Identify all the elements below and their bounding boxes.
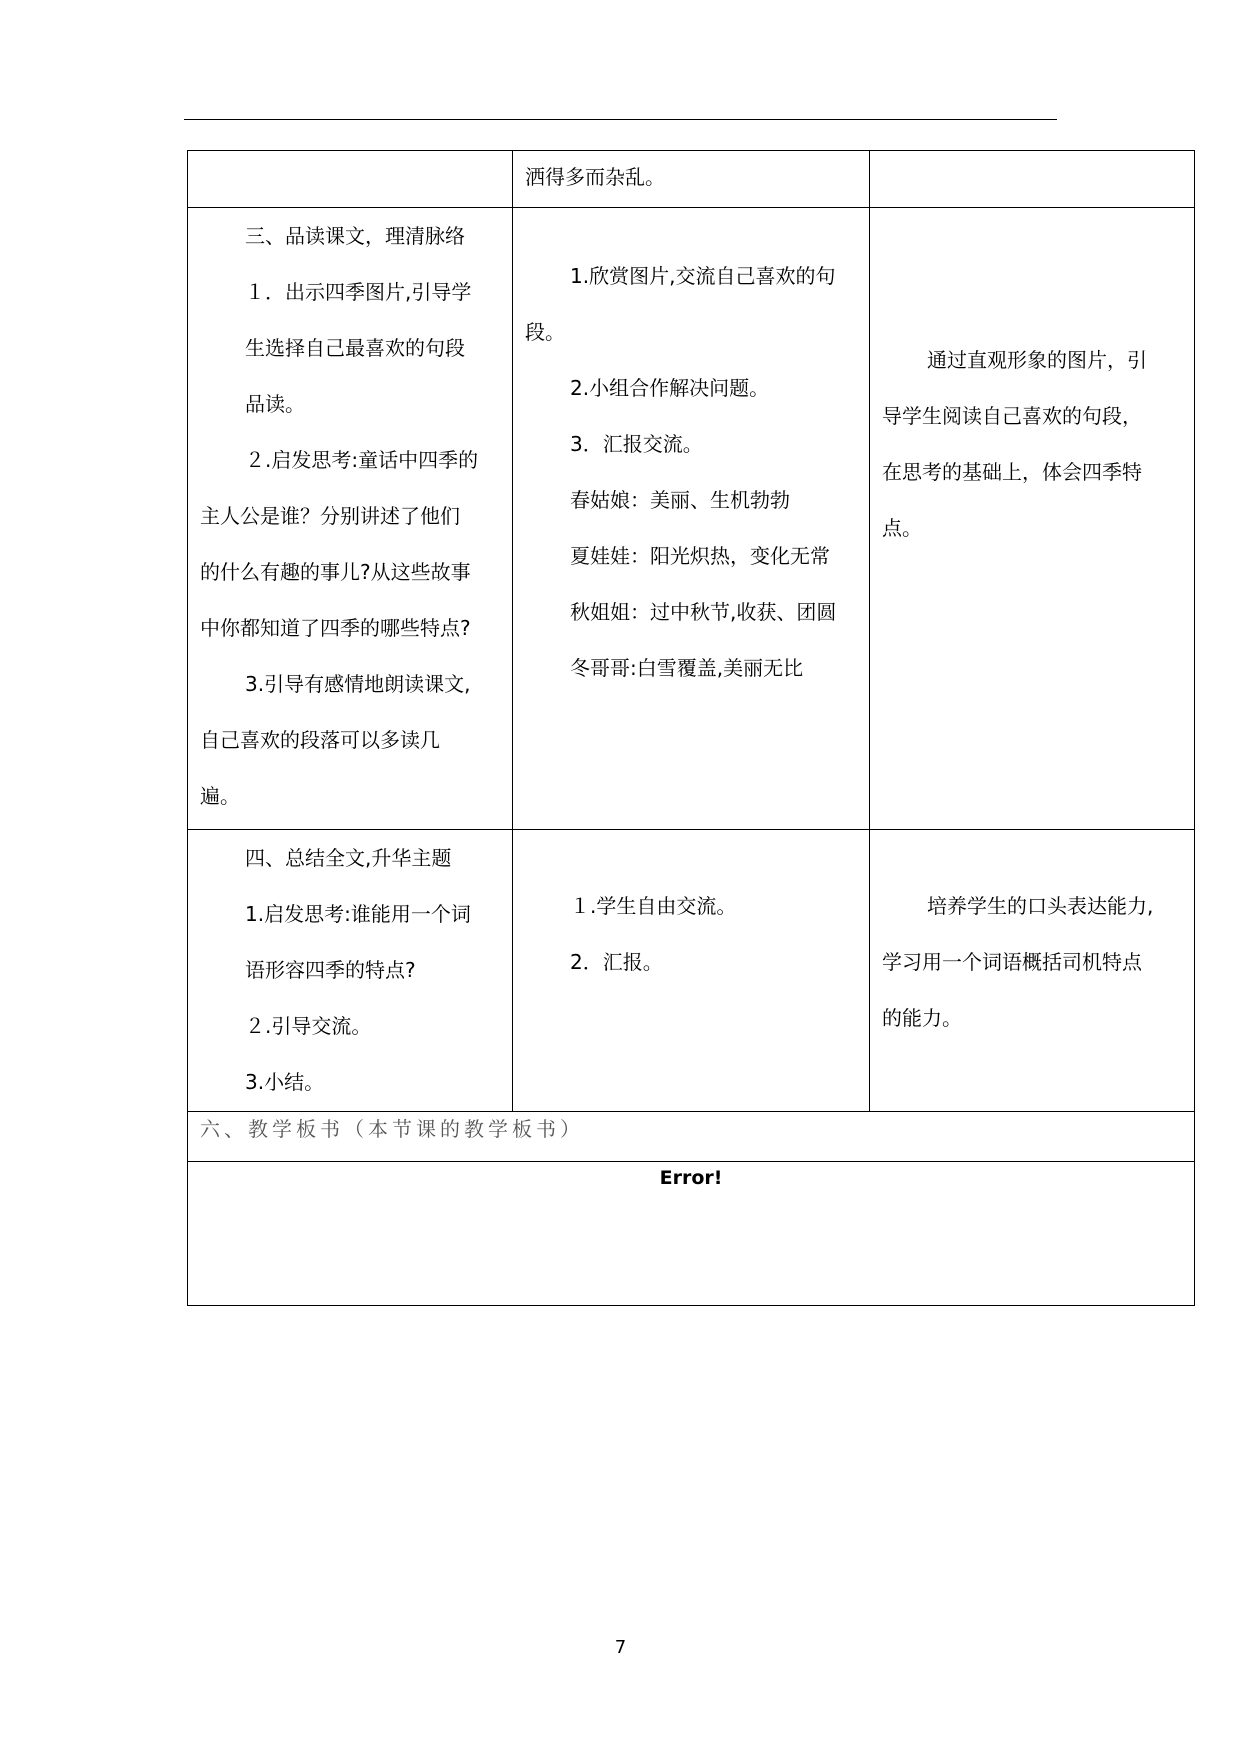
cell-line: １．出示四季图片,引导学 (245, 280, 472, 304)
cell-line: 冬哥哥:白雪覆盖,美丽无比 (570, 656, 804, 680)
cell-line: 3.引导有感情地朗读课文, (245, 672, 471, 696)
cell-line: 语形容四季的特点? (245, 958, 416, 982)
table-cell (513, 151, 870, 207)
cell-line: 通过直观形象的图片，引 (927, 348, 1147, 372)
cell-line: 1.启发思考:谁能用一个词 (245, 902, 471, 926)
table-row (187, 150, 1195, 208)
cell-line: 1.欣赏图片,交流自己喜欢的句 (570, 264, 836, 288)
cell-line: 中你都知道了四季的哪些特点? (200, 616, 471, 640)
cell-line: 点。 (882, 516, 922, 540)
cell-line: 段。 (525, 320, 565, 344)
cell-line: 秋姐姐：过中秋节,收获、团圆 (570, 600, 837, 624)
table-cell (870, 151, 1194, 207)
cell-line: ２.引导交流。 (245, 1014, 372, 1038)
cell-line: 主人公是谁？分别讲述了他们 (200, 504, 460, 528)
cell-line: 的什么有趣的事儿?从这些故事 (200, 560, 471, 584)
page-number: 7 (614, 1637, 627, 1658)
design-intent-cell (870, 830, 1194, 1111)
design-intent-cell (870, 208, 1194, 829)
cell-line: 学习用一个词语概括司机特点 (882, 950, 1142, 974)
table-row (187, 830, 1195, 1112)
board-writing-heading: 六、教学板书（本节课的教学板书） (200, 1117, 584, 1141)
cell-line: 导学生阅读自己喜欢的句段， (882, 404, 1142, 428)
teacher-activity-cell (188, 830, 513, 1111)
cell-line: 春姑娘：美丽、生机勃勃 (570, 488, 790, 512)
header-rule (184, 119, 1057, 120)
cell-line: 3.小结。 (245, 1070, 325, 1094)
cell-line: 自己喜欢的段落可以多读几 (200, 728, 440, 752)
teacher-activity-cell (188, 208, 513, 829)
student-activity-cell (513, 830, 870, 1111)
cell-line: 在思考的基础上，体会四季特 (882, 460, 1142, 484)
error-text: Error! (659, 1167, 723, 1189)
cell-text: 洒得多而杂乱。 (525, 165, 665, 189)
cell-line: 品读。 (245, 392, 305, 416)
cell-line: 2.小组合作解决问题。 (570, 376, 770, 400)
section-heading: 四、总结全文,升华主题 (245, 846, 452, 870)
table-cell (188, 151, 513, 207)
cell-line: 培养学生的口头表达能力, (927, 894, 1154, 918)
cell-line: ２.启发思考:童话中四季的 (245, 448, 479, 472)
cell-line: 3．汇报交流。 (570, 432, 703, 456)
cell-line: 的能力。 (882, 1006, 962, 1030)
cell-line: 遍。 (200, 784, 240, 808)
cell-line: １.学生自由交流。 (570, 894, 737, 918)
cell-line: 夏娃娃：阳光炽热，变化无常 (570, 544, 830, 568)
lesson-plan-table (187, 150, 1195, 1306)
table-row (187, 208, 1195, 830)
table-row (187, 1112, 1195, 1162)
cell-line: 2．汇报。 (570, 950, 663, 974)
section-heading: 三、品读课文，理清脉络 (245, 224, 465, 248)
cell-line: 生选择自己最喜欢的句段 (245, 336, 465, 360)
table-row (187, 1162, 1195, 1306)
student-activity-cell (513, 208, 870, 829)
